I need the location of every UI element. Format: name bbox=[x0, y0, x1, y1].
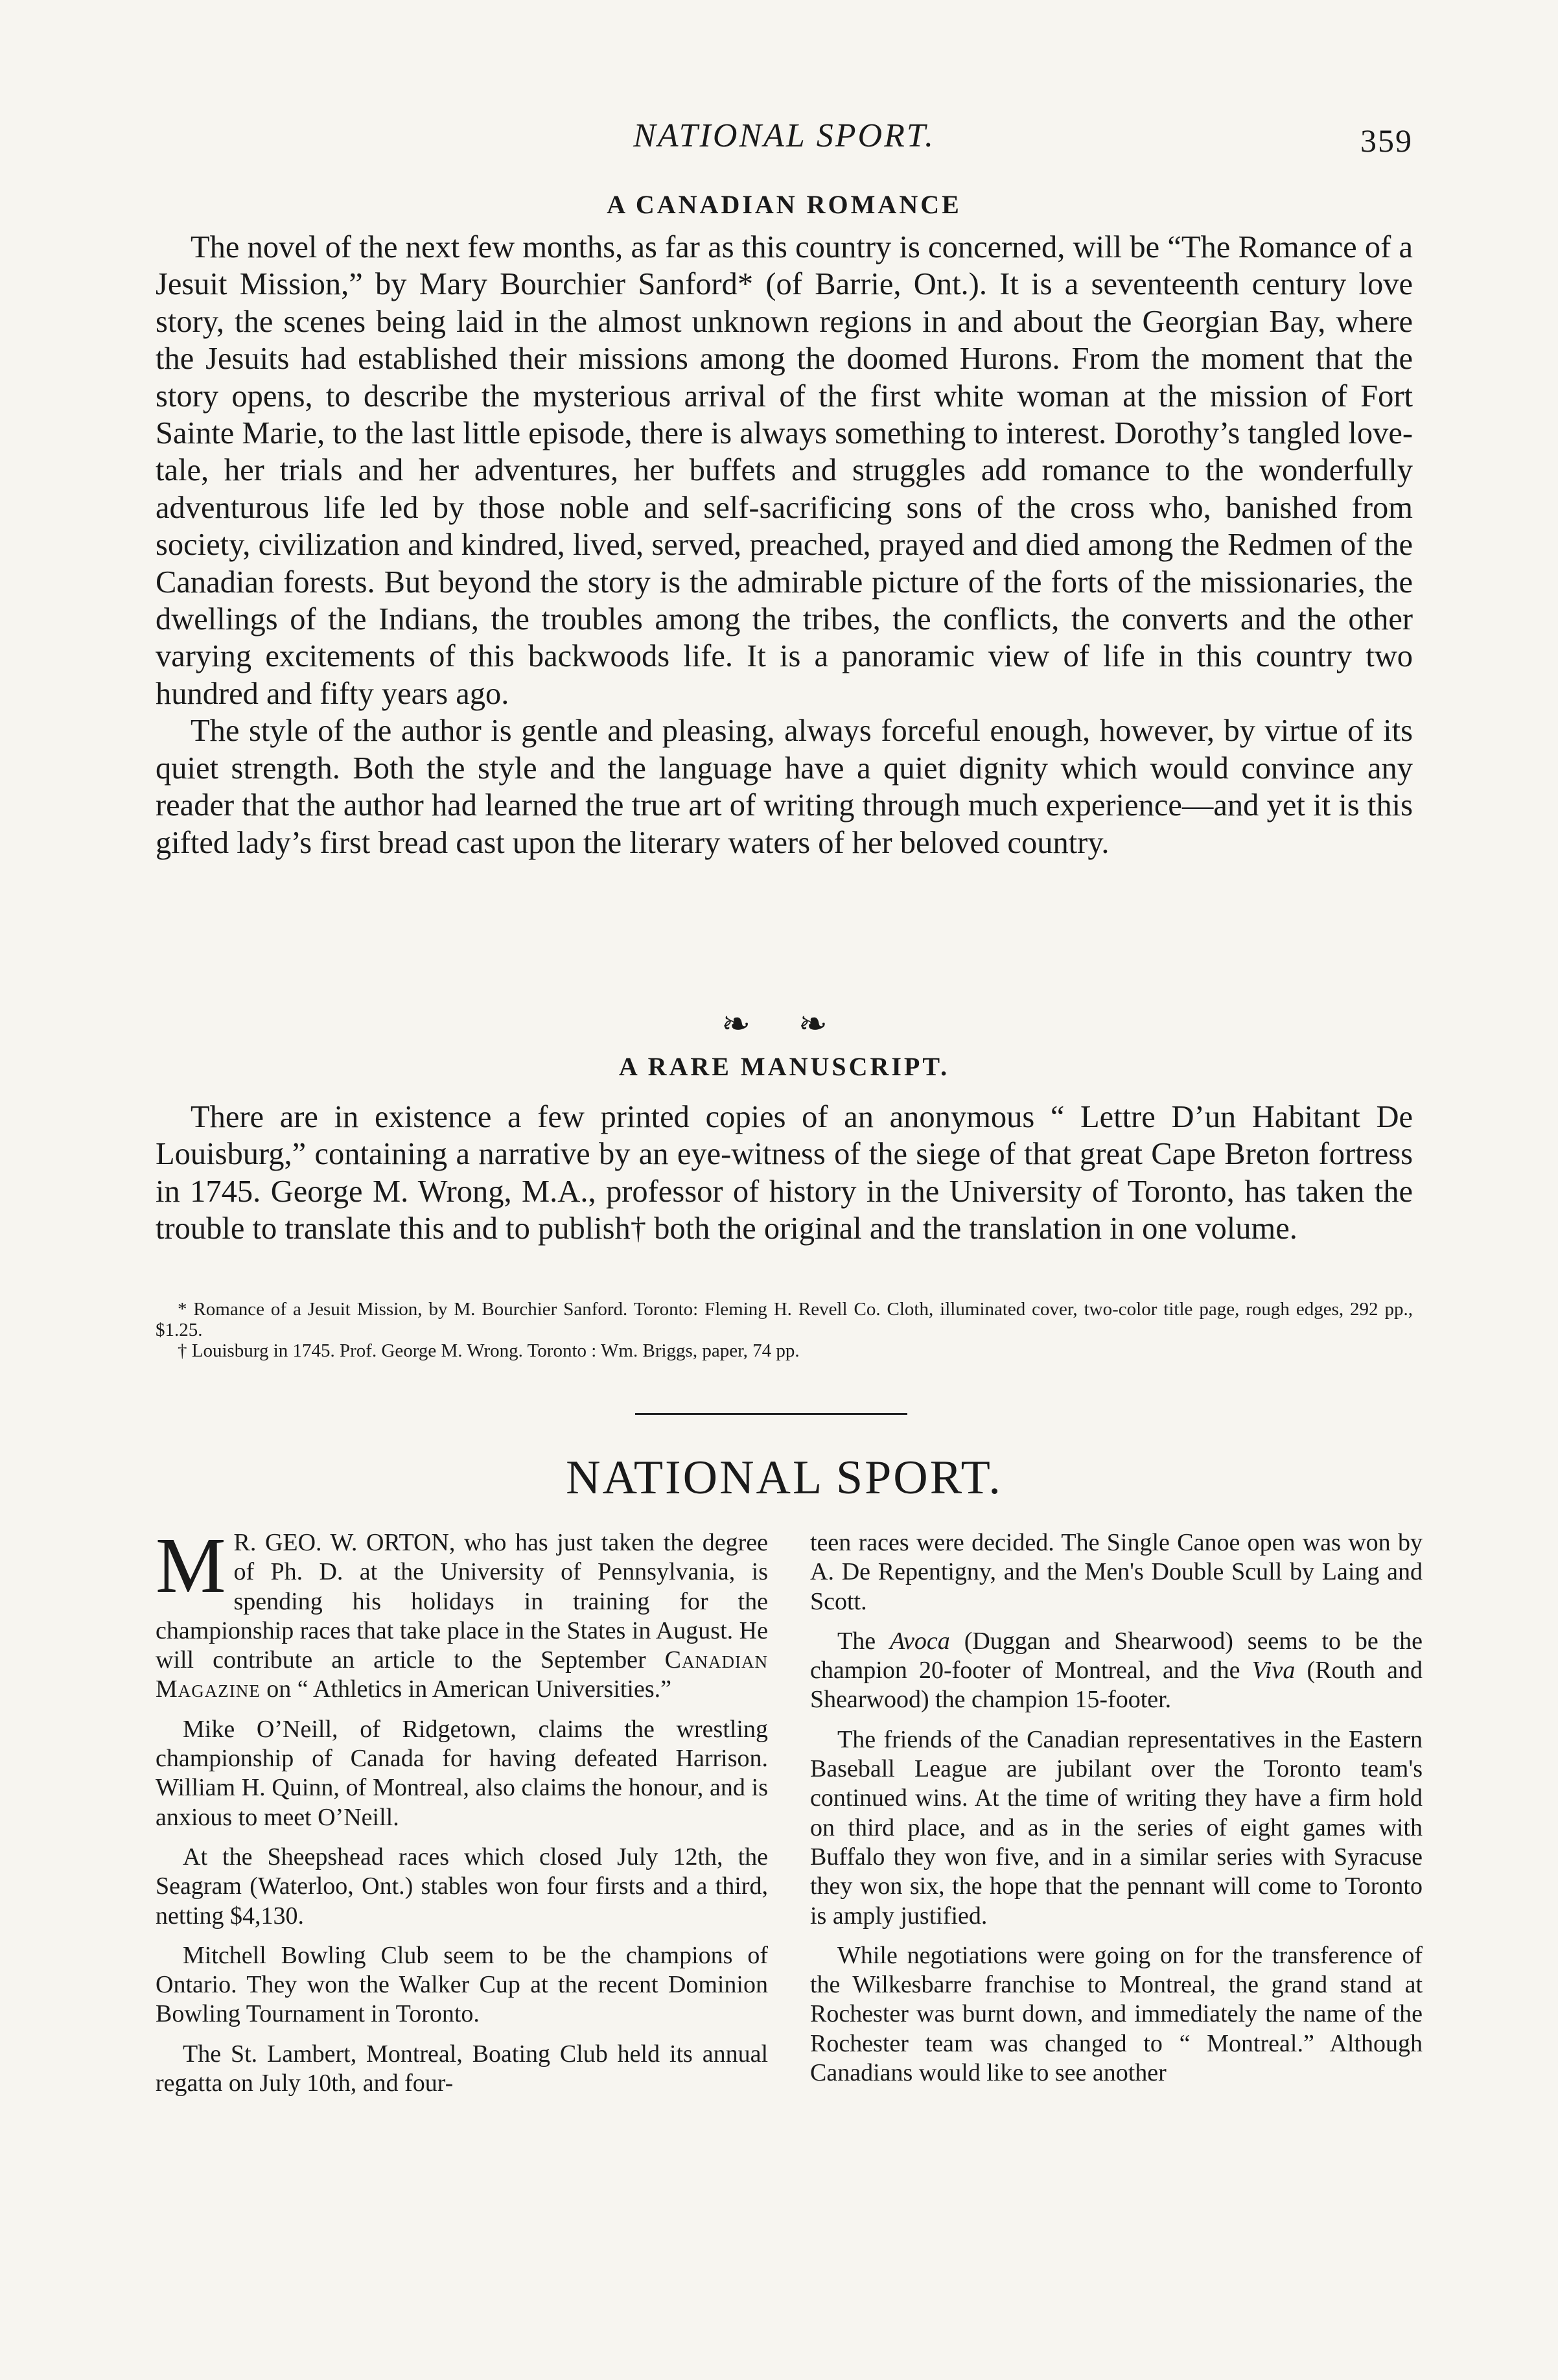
canadian-romance-section bbox=[156, 189, 1413, 861]
romance-paragraph: The style of the author is gentle and pleasing, always forceful enough, however, by virtue of its quiet strength. Both the style and the language have a quiet dignity which would convince any reader that the author had learned the true art of writing through much experience—and yet it is this gifted lady’s first bread cast upon the literary waters of her beloved country. bbox=[156, 714, 1413, 860]
sport-column-left bbox=[156, 1522, 768, 2108]
boat-name-viva: Viva bbox=[1251, 1657, 1296, 1685]
ornament-divider bbox=[156, 1005, 1413, 1044]
drop-cap: M bbox=[156, 1522, 226, 1609]
avoca-paragraph bbox=[810, 1627, 1423, 1715]
avoca-mid: (Duggan and Shearwood) seems to be the champion 20-footer of Montreal, and the bbox=[810, 1627, 1423, 1685]
page-number: 359 bbox=[1360, 122, 1413, 159]
section-heading-rare-manuscript: A RARE MANUSCRIPT. bbox=[618, 1052, 950, 1081]
national-sport-title: NATIONAL SPORT. bbox=[566, 1451, 1003, 1504]
sport-column-right bbox=[810, 1528, 1423, 2098]
manuscript-paragraph: There are in existence a few printed copies of an anonymous “ Lettre D’un Habitant De Louisburg,” containing a narrative by an eye-witness of the siege of that great Cape Breton fortress in 1745. George M. Wrong, M.A., professor of history in the University of Toronto, has taken the trouble to translate this and to publish† both the original and the translation in one volume. bbox=[156, 1100, 1413, 1246]
running-header bbox=[156, 110, 1413, 162]
orton-text-end: on “ Athletics in American Universities.” bbox=[266, 1675, 672, 1703]
avoca-post: (Routh and Shearwood) the champion 15-footer. bbox=[810, 1657, 1423, 1714]
running-title: NATIONAL SPORT. bbox=[633, 117, 935, 154]
sport-paragraph: The friends of the Canadian representatives in the Eastern Baseball League are jubilant over the Toronto team's continued wins. At the time of writing they have a firm hold on third place, and as in the series of eight games with Buffalo they won five, and in a similar series with Syracuse they won six, the hope that the pennant will come to Toronto is amply justified. bbox=[810, 1725, 1423, 1930]
magazine-name: Canadian Magazine bbox=[156, 1646, 768, 1703]
footnote: * Romance of a Jesuit Mission, by M. Bourchier Sanford. Toronto: Fleming H. Revell Co. Cloth, illuminated cover, two-color title page, rough edges, 292 pp., $1.25. bbox=[156, 1299, 1413, 1340]
romance-body bbox=[156, 229, 1413, 861]
manuscript-body bbox=[156, 1099, 1413, 1248]
sport-paragraph-continued: teen races were decided. The Single Canoe open was won by A. De Repentigny, and the Men's Double Scull by Laing and Scott. bbox=[810, 1529, 1423, 1615]
fleuron-ornament: ❧ ❧ bbox=[721, 1005, 847, 1044]
sport-paragraph: The St. Lambert, Montreal, Boating Club held its annual regatta on July 10th, and four- bbox=[156, 2040, 768, 2097]
romance-paragraph: The novel of the next few months, as far as this country is concerned, will be “The Romance of a Jesuit Mission,” by Mary Bourchier Sanford* (of Barrie, Ont.). It is a seventeenth century love story, the scenes being laid in the almost unknown regions in and about the Georgian Bay, where the Jesuits had established their missions among the doomed Hurons. From the moment that the story opens, to describe the mysterious arrival of the first white woman at the mission of Fort Sainte Marie, to the last little episode, there is always something to interest. Dorothy’s tangled love-tale, her trials and her adventures, her buffets and struggles add romance to the wonderfully adventurous life led by those noble and self-sacrificing sons of the cross who, banished from society, civilization and kindred, lived, served, preached, prayed and died among the Redmen of the Canadian forests. But beyond the story is the admirable picture of the forts of the missionaries, the dwellings of the Indians, the troubles among the tribes, the conflicts, the converts and the other varying excitements of this backwoods life. It is a panoramic view of life in this country two hundred and fifty years ago. bbox=[156, 230, 1413, 711]
orton-text: R. GEO. W. ORTON, who has just taken the degree of Ph. D. at the University of Pennsylvania, is spending his holidays in training for the championship races that take place in the States in August. He will contribute an article to the September bbox=[156, 1529, 768, 1674]
avoca-pre: The bbox=[837, 1627, 876, 1655]
section-divider-rule bbox=[635, 1413, 907, 1415]
sport-paragraph: Mitchell Bowling Club seem to be the champions of Ontario. They won the Walker Cup at the recent Dominion Bowling Tournament in Toronto. bbox=[156, 1941, 768, 2028]
orton-paragraph bbox=[156, 1522, 768, 1705]
section-heading-canadian-romance: A CANADIAN ROMANCE bbox=[607, 190, 962, 219]
boat-name-avoca: Avoca bbox=[889, 1627, 950, 1655]
rare-manuscript-section bbox=[156, 1051, 1413, 1248]
sport-paragraph: While negotiations were going on for the transference of the Wilkesbarre franchise to Montreal, the grand stand at Rochester was burnt down, and immediately the name of the Rochester team was changed to “ Montreal.” Although Canadians would like to see another bbox=[810, 1941, 1423, 2087]
footnotes bbox=[156, 1299, 1413, 1361]
sport-paragraph: At the Sheepshead races which closed July 12th, the Seagram (Waterloo, Ont.) stables won four firsts and a third, netting $4,130. bbox=[156, 1843, 768, 1930]
footnote: † Louisburg in 1745. Prof. George M. Wrong. Toronto : Wm. Briggs, paper, 74 pp. bbox=[178, 1340, 800, 1361]
sport-paragraph: Mike O’Neill, of Ridgetown, claims the wrestling championship of Canada for having defeated Harrison. William H. Quinn, of Montreal, also claims the honour, and is anxious to meet O’Neill. bbox=[156, 1715, 768, 1831]
